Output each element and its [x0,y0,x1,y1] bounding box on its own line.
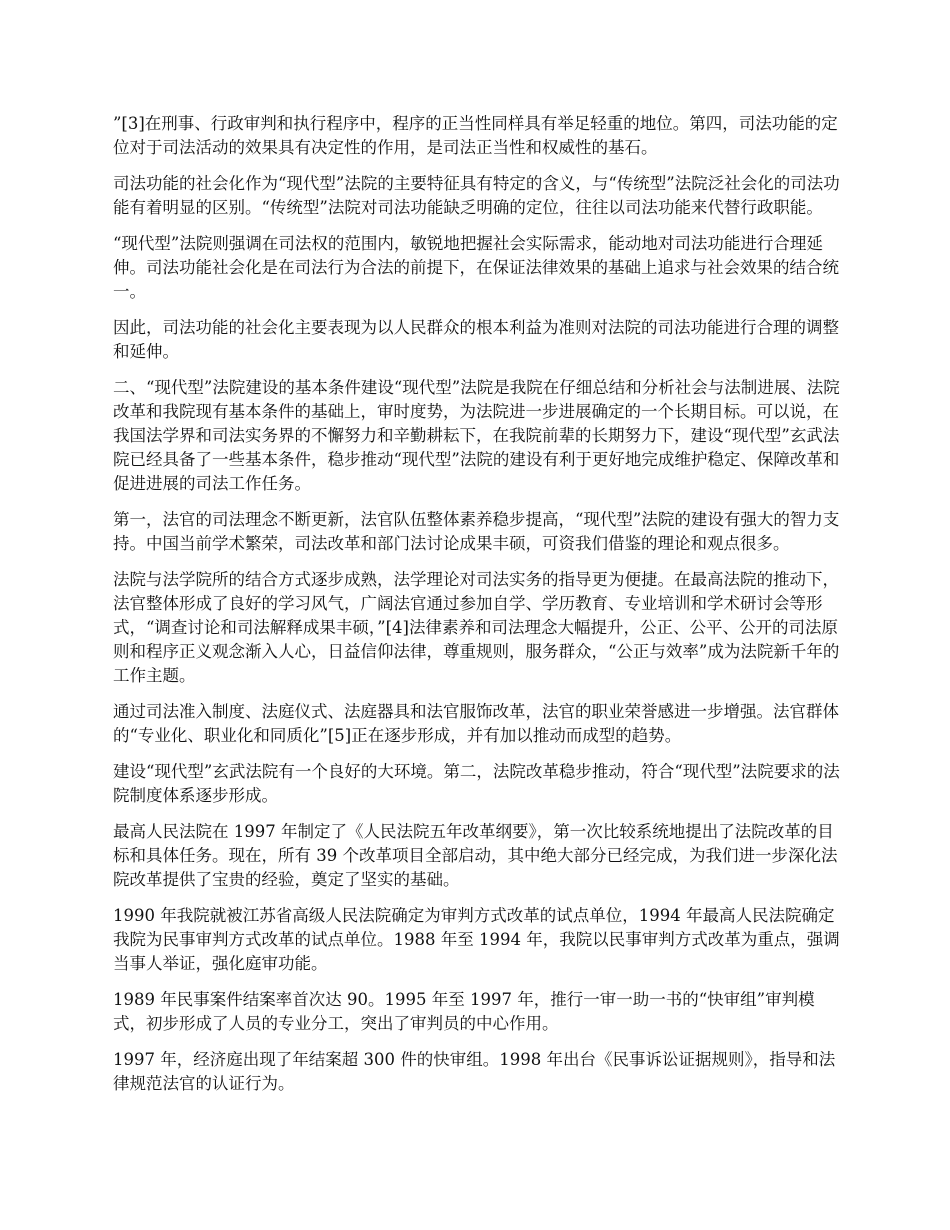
paragraph-5: 二、“现代型”法院建设的基本条件建设“现代型”法院是我院在仔细总结和分析社会与法制进展、法院改革和我院现有基本条件的基础上，审时度势，为法院进一步进展确定的一个长期目标。可以说，在我国法学界和司法实务界的不懈努力和辛勤耕耘下，在我院前辈的长期努力下，建设“现代型”玄武法院已经具备了一些基本条件，稳步推动“现代型”法院的建设有利于更好地完成维护稳定、保障改革和促进进展的司法工作任务。 [113,378,840,493]
paragraph-1: ”[3]在刑事、行政审判和执行程序中，程序的正当性同样具有举足轻重的地位。第四，司法功能的定位对于司法活动的效果具有决定性的作用，是司法正当性和权威性的基石。 [113,114,838,157]
paragraph-13: 1997 年，经济庭出现了年结案超 300 件的快审组。1998 年出台《民事诉讼证据规则》，指导和法律规范法官的认证行为。 [113,1050,836,1093]
paragraph-11: 1990 年我院就被江苏省高级人民法院确定为审判方式改革的试点单位，1994 年最高人民法院确定我院为民事审判方式改革的试点单位。1988 年至 1994 年，我院以民事审判方式改革为重点，强调当事人举证，强化庭审功能。 [113,906,840,973]
document-body [113,112,840,1108]
paragraph-10: 最高人民法院在 1997 年制定了《人民法院五年改革纲要》，第一次比较系统地提出了法院改革的目标和具体任务。现在，所有 39 个改革项目全部启动，其中绝大部分已经完成，为我们进一步深化法院改革提供了宝贵的经验，奠定了坚实的基础。 [113,822,838,889]
paragraph-2: 司法功能的社会化作为“现代型”法院的主要特征具有特定的含义，与“传统型”法院泛社会化的司法功能有着明显的区别。“传统型”法院对司法功能缺乏明确的定位，往往以司法功能来代替行政职能。 [113,174,840,217]
paragraph-3: “现代型”法院则强调在司法权的范围内，敏锐地把握社会实际需求，能动地对司法功能进行合理延伸。司法功能社会化是在司法行为合法的前提下，在保证法律效果的基础上追求与社会效果的结合统一。 [113,234,839,301]
paragraph-9: 建设“现代型”玄武法院有一个良好的大环境。第二，法院改革稳步推动，符合“现代型”法院要求的法院制度体系逐步形成。 [113,762,840,805]
paragraph-8: 通过司法准入制度、法庭仪式、法庭器具和法官服饰改革，法官的职业荣誉感进一步增强。法官群体的“专业化、职业化和同质化”[5]正在逐步形成，并有加以推动而成型的趋势。 [113,702,839,745]
paragraph-7: 法院与法学院所的结合方式逐步成熟，法学理论对司法实务的指导更为便捷。在最高法院的推动下，法官整体形成了良好的学习风气，广阔法官通过参加自学、学历教育、专业培训和学术研讨会等形式，“调查讨论和司法解释成果丰硕，”[4]法律素养和司法理念大幅提升，公正、公平、公开的司法原则和程序正义观念渐入人心，日益信仰法律，尊重规则，服务群众，“公正与效率”成为法院新千年的工作主题。 [113,570,840,685]
paragraph-4: 因此，司法功能的社会化主要表现为以人民群众的根本利益为准则对法院的司法功能进行合理的调整和延伸。 [113,318,839,361]
paragraph-6: 第一，法官的司法理念不断更新，法官队伍整体素养稳步提高，“现代型”法院的建设有强大的智力支持。中国当前学术繁荣，司法改革和部门法讨论成果丰硕，可资我们借鉴的理论和观点很多。 [113,510,840,553]
paragraph-12: 1989 年民事案件结案率首次达 90。1995 年至 1997 年，推行一审一助一书的“快审组”审判模式，初步形成了人员的专业分工，突出了审判员的中心作用。 [113,990,815,1033]
